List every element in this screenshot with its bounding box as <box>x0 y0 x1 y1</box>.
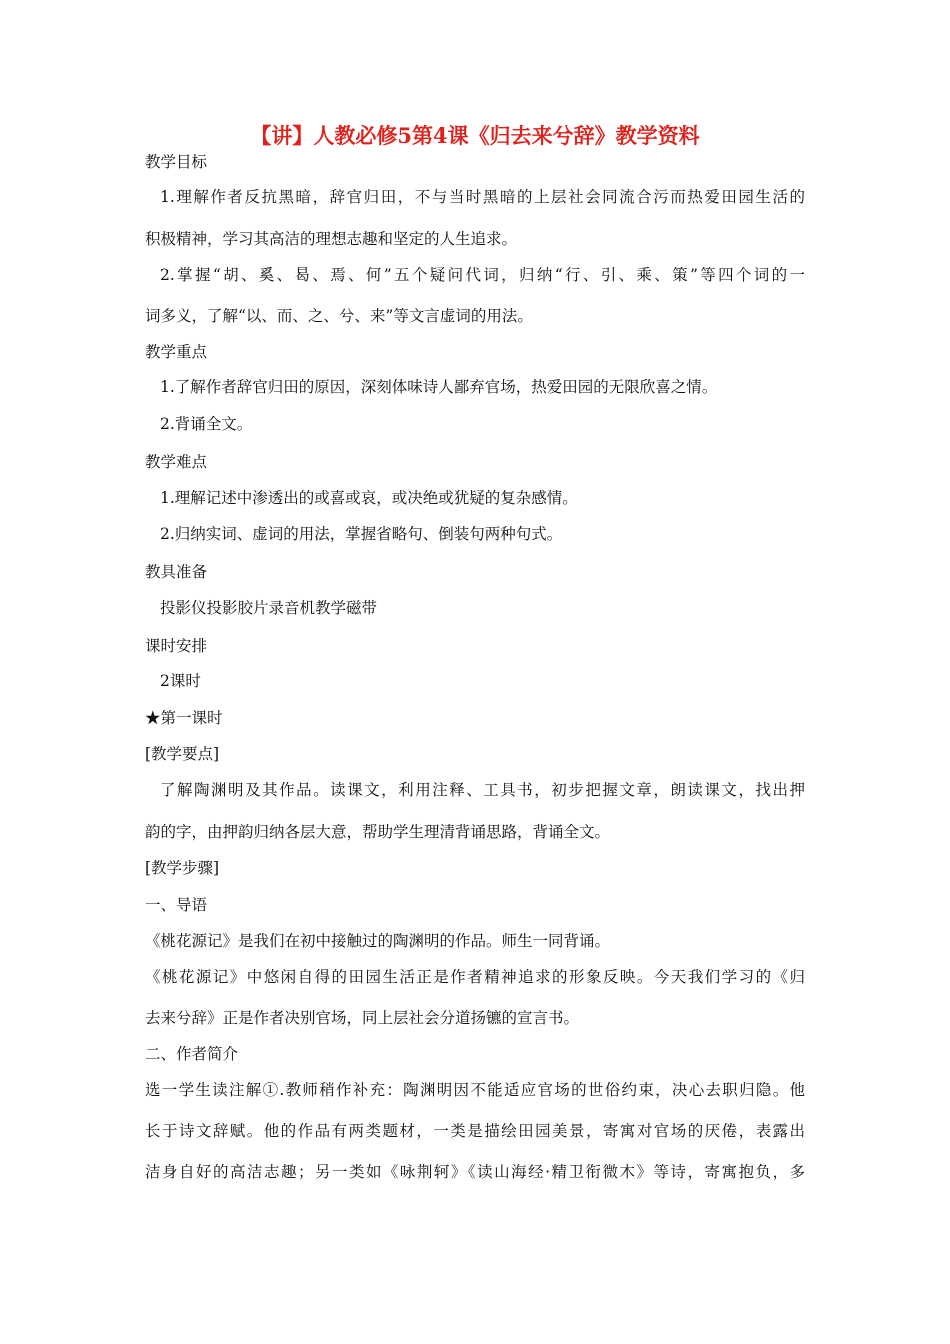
teaching-points-line-1: 了解陶渊明及其作品。读课文，利用注释、工具书，初步把握文章，朗读课文，找出押 <box>160 781 805 799</box>
difficulty-2: 2.归纳实词、虚词的用法，掌握省略句、倒装句两种句式。 <box>160 525 563 543</box>
step-1-line-1: 《桃花源记》是我们在初中接触过的陶渊明的作品。师生一同背诵。 <box>145 932 611 950</box>
goal-2-line-2: 词多义，了解“以、而、之、兮、来”等文言虚词的用法。 <box>145 307 533 325</box>
section-heading-tools: 教具准备 <box>145 563 208 581</box>
teaching-steps-heading: [教学步骤] <box>145 859 220 877</box>
document-title: 【讲】人教必修5第4课《归去来兮辞》教学资料 <box>250 123 700 148</box>
tools-text: 投影仪投影胶片录音机教学磁带 <box>160 599 378 617</box>
step-1-heading: 一、导语 <box>145 896 208 914</box>
step-2-line-3: 洁身自好的高洁志趣；另一类如《咏荆轲》《读山海经·精卫衔微木》等诗，寄寓抱负，多 <box>145 1163 805 1181</box>
section-heading-hours: 课时安排 <box>145 637 208 655</box>
section-heading-difficulties: 教学难点 <box>145 453 208 471</box>
teaching-points-heading: [教学要点] <box>145 745 220 763</box>
step-2-line-2: 长于诗文辞赋。他的作品有两类题材，一类是描绘田园美景，寄寓对官场的厌倦，表露出 <box>145 1122 805 1140</box>
goal-1-line-2: 积极精神，学习其高洁的理想志趣和坚定的人生追求。 <box>145 230 518 248</box>
hours-text: 2课时 <box>160 672 201 690</box>
key-point-1: 1.了解作者辞官归田的原因，深刻体味诗人鄙弃官场，热爱田园的无限欣喜之情。 <box>160 378 718 396</box>
section-heading-key-points: 教学重点 <box>145 343 208 361</box>
step-2-heading: 二、作者简介 <box>145 1045 239 1063</box>
step-2-line-1: 选一学生读注解①.教师稍作补充：陶渊明因不能适应官场的世俗约束，决心去职归隐。他 <box>145 1081 805 1099</box>
teaching-points-line-2: 韵的字，由押韵归纳各层大意，帮助学生理清背诵思路，背诵全文。 <box>145 823 611 841</box>
key-point-2: 2.背诵全文。 <box>160 415 253 433</box>
step-1-line-3: 去来兮辞》正是作者决别官场，同上层社会分道扬镳的宣言书。 <box>145 1009 580 1027</box>
lesson-1-heading: ★第一课时 <box>145 709 223 727</box>
goal-2-line-1: 2.掌握“胡、奚、曷、焉、何”五个疑问代词，归纳“行、引、乘、策”等四个词的一 <box>160 266 805 284</box>
difficulty-1: 1.理解记述中渗透出的或喜或哀，或决绝或犹疑的复杂感情。 <box>160 489 578 507</box>
goal-1-line-1: 1.理解作者反抗黑暗，辞官归田，不与当时黑暗的上层社会同流合污而热爱田园生活的 <box>160 188 805 206</box>
step-1-line-2: 《桃花源记》中悠闲自得的田园生活正是作者精神追求的形象反映。今天我们学习的《归 <box>145 968 805 986</box>
section-heading-goals: 教学目标 <box>145 153 208 171</box>
